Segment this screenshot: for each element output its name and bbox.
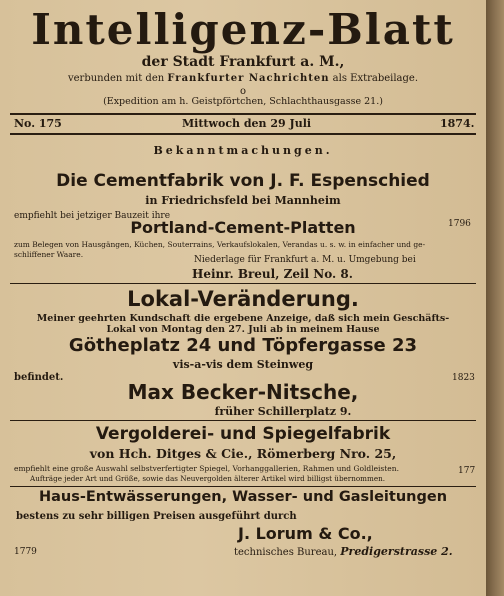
- ad1-intro: empfiehlt bei jetziger Bauzeit ihre: [14, 211, 171, 221]
- affiliation-pre: verbunden mit den: [67, 73, 165, 84]
- ad4-bureau-label: technisches Bureau,: [234, 547, 338, 558]
- ad1-desc-line2: schliffener Waare.: [14, 250, 84, 259]
- ad1-desc-line1: zum Belegen von Hausgängen, Küchen, Souterrains, Verkaufslokalen, Verandas u. s. w. in einfacher und ge-: [14, 240, 426, 249]
- ad3-text-line1: empfiehlt eine große Auswahl selbstverfertigter Spiegel, Vorhanggallerien, Rahmen und Goldleisten.: [14, 464, 399, 473]
- ad2-visavis: vis-a-vis dem Steinweg: [172, 358, 314, 371]
- masthead-affiliation: [0, 73, 486, 84]
- ad2-headline: Lokal-Veränderung.: [127, 287, 359, 311]
- ad3-text-line2: Aufträge jeder Art und Größe, sowie das Neuvergolden älterer Artikel wird billigst übernommen.: [30, 474, 385, 483]
- ad1-number: 1796: [448, 219, 471, 229]
- divider-rule: [10, 486, 476, 487]
- ad2-address: Götheplatz 24 und Töpfergasse 23: [68, 335, 418, 356]
- ad1-depot: Niederlage für Frankfurt a. M. u. Umgebung bei: [194, 255, 416, 265]
- ad3-headline: Vergolderei- und Spiegelfabrik: [95, 424, 391, 444]
- issue-number: No. 175: [14, 117, 62, 130]
- ad4-bureau-street: Predigerstrasse 2.: [340, 545, 453, 558]
- ad2-text-line2: Lokal von Montag den 27. Juli ab in meinem Hause: [106, 324, 380, 335]
- ad1-location: in Friedrichsfeld bei Mannheim: [145, 194, 341, 207]
- masthead-ornament: o: [239, 86, 247, 97]
- masthead-subtitle: der Stadt Frankfurt a. M.,: [141, 54, 345, 70]
- ad2-former-address: früher Schillerplatz 9.: [214, 405, 352, 418]
- ad3-firm: von Hch. Ditges & Cie., Römerberg Nro. 25,: [89, 446, 397, 461]
- issue-date: Mittwoch den 29 Juli: [182, 117, 312, 130]
- ad2-name: Max Becker-Nitsche,: [127, 380, 359, 404]
- ad2-number: 1823: [452, 373, 475, 383]
- book-spine: [486, 0, 504, 596]
- ad1-firm: Die Cementfabrik von J. F. Espenschied: [56, 171, 430, 191]
- ad4-firm: J. Lorum & Co.,: [238, 524, 373, 543]
- affiliation-post: als Extrabeilage.: [332, 73, 419, 84]
- ad4-bureau: [234, 545, 453, 558]
- ad4-text: bestens zu sehr billigen Preisen ausgeführt durch: [16, 511, 297, 522]
- ad1-dealer: Heinr. Breul, Zeil No. 8.: [192, 267, 353, 281]
- ad2-befindet: befindet.: [14, 372, 64, 383]
- ad2-text-line1: Meiner geehrten Kundschaft die ergebene Anzeige, daß sich mein Geschäfts-: [36, 313, 450, 324]
- divider-rule: [10, 283, 476, 284]
- divider-rule: [10, 133, 476, 135]
- divider-rule: [10, 113, 476, 115]
- masthead-title: Intelligenz-Blatt: [31, 5, 455, 54]
- ad4-headline: Haus-Entwässerungen, Wasser- und Gasleitungen: [38, 489, 448, 505]
- divider-rule: [10, 420, 476, 421]
- ad3-number: 177: [458, 466, 476, 476]
- issue-year: 1874.: [440, 117, 475, 130]
- affiliation-paper: Frankfurter Nachrichten: [167, 73, 330, 84]
- masthead-expedition: (Expedition am h. Geistpförtchen, Schlachthausgasse 21.): [103, 96, 383, 107]
- ad1-product: Portland-Cement-Platten: [130, 218, 356, 237]
- ad4-number: 1779: [14, 547, 37, 557]
- section-title: Bekanntmachungen.: [153, 144, 333, 157]
